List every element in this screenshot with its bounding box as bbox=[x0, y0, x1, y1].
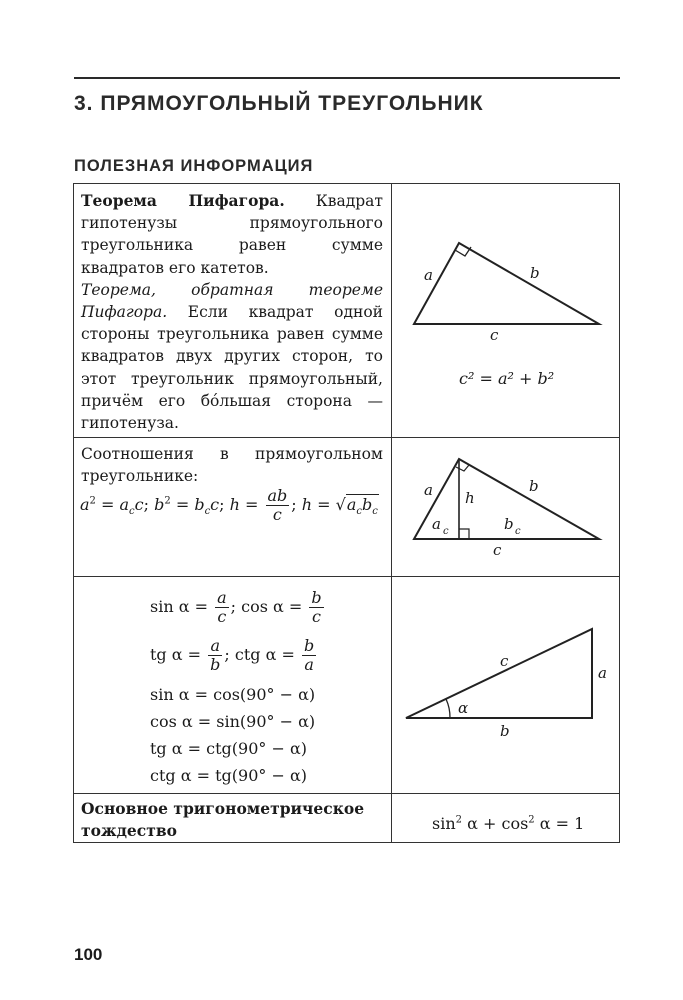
label-a: a bbox=[424, 266, 433, 284]
right-angle-mark-foot bbox=[459, 529, 469, 539]
label-c: c bbox=[500, 652, 509, 670]
tg-complement: tg α = ctg(90° − α) bbox=[150, 739, 307, 758]
label-a: a bbox=[598, 664, 607, 682]
trig-formulas bbox=[150, 589, 326, 789]
relations-intro: Соотношения в прямоугольном треугольнике: bbox=[81, 445, 383, 486]
label-c: c bbox=[490, 326, 499, 344]
label-b: b bbox=[529, 477, 539, 495]
sin-complement: sin α = cos(90° − α) bbox=[150, 685, 316, 704]
theorem-body: Квадрат гипотенузы прямоугольного треугольника равен сумме квадратов его катетов. bbox=[81, 192, 383, 277]
label-bc: b bbox=[504, 515, 514, 533]
trig-identity-formula: $\sin^2 \alpha + \cos^2 \alpha = 1$ bbox=[432, 814, 585, 833]
tg-ctg-definitions: tg α = $\frac{a}{b}$ ; ctg α = $\frac{b}{a}$ bbox=[150, 636, 315, 674]
sin-cos-definitions: sin α = $\frac{a}{c}$ ; cos α = $\frac{b}{c}$ bbox=[150, 588, 322, 626]
pythagoras-triangle-diagram bbox=[392, 184, 620, 437]
right-triangle bbox=[406, 629, 592, 718]
label-ac-sub: c bbox=[443, 526, 449, 537]
relations-formulas: $a^2 = a_cc$; $b^2 = b_cc$; h = $\frac{ab}{c}$ ; $h = √a_cb_c$ bbox=[80, 486, 378, 524]
right-triangle bbox=[414, 243, 599, 324]
section-title: ПОЛЕЗНАЯ ИНФОРМАЦИЯ bbox=[74, 157, 314, 175]
row-divider-3 bbox=[74, 793, 619, 794]
label-b: b bbox=[530, 264, 540, 282]
top-rule bbox=[74, 77, 620, 79]
label-h: h bbox=[465, 489, 475, 507]
label-c: c bbox=[493, 541, 502, 559]
trig-triangle-diagram bbox=[392, 577, 620, 793]
page-number: 100 bbox=[74, 945, 103, 964]
label-alpha: α bbox=[458, 699, 469, 717]
label-a: a bbox=[424, 481, 433, 499]
label-b: b bbox=[500, 722, 510, 740]
identity-label: Основное тригонометрическое тождество bbox=[81, 799, 365, 840]
info-table bbox=[73, 183, 620, 843]
theorem-title: Теорема Пифагора. bbox=[81, 191, 285, 210]
cos-complement: cos α = sin(90° − α) bbox=[150, 712, 316, 731]
pythagoras-formula: c² = a² + b² bbox=[459, 369, 555, 388]
ctg-complement: ctg α = tg(90° − α) bbox=[150, 766, 307, 785]
pythagorean-theorem-text bbox=[81, 190, 383, 434]
label-ac: a bbox=[432, 515, 441, 533]
chapter-title: 3. ПРЯМОУГОЛЬНЫЙ ТРЕУГОЛЬНИК bbox=[74, 92, 484, 115]
converse-body: Если квадрат одной стороны треугольника равен сумме квадратов двух других сторон, то этот треугольник прямоугольный, причём его бóльшая сторона — гипотенуза. bbox=[81, 303, 383, 433]
altitude-triangle-diagram bbox=[392, 438, 620, 576]
converse-title: Теорема, обратная теореме Пифагора. bbox=[81, 280, 383, 322]
right-angle-mark-top bbox=[456, 465, 469, 471]
angle-alpha-arc bbox=[446, 699, 450, 718]
label-bc-sub: c bbox=[515, 526, 521, 537]
